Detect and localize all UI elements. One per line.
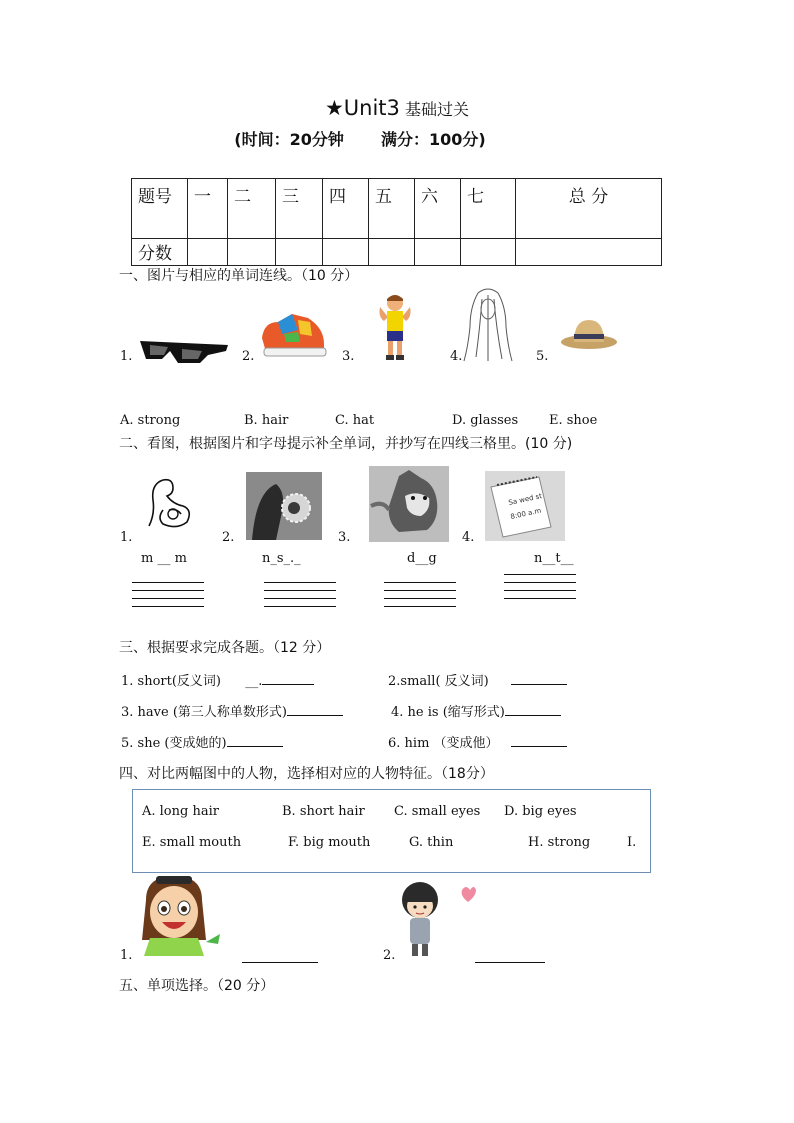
s2-hint-3: d__g <box>407 551 437 566</box>
options-box <box>132 789 651 873</box>
nose-icon <box>246 472 322 540</box>
cell-q2: 二 <box>228 179 276 239</box>
s1-option-d: D. glasses <box>452 413 519 428</box>
s4-option-e: E. small mouth <box>142 835 242 850</box>
four-lines-3[interactable] <box>384 582 456 614</box>
s2-number-3: 3. <box>338 530 351 545</box>
answer-blank-6[interactable] <box>511 733 567 747</box>
s3-item-1-prefix: __. <box>245 674 263 689</box>
shoe-icon <box>258 308 328 360</box>
s2-hint-2: n_s_._ <box>262 551 301 566</box>
four-lines-2[interactable] <box>264 582 336 614</box>
cell-score-label: 分数 <box>132 239 188 266</box>
score-input-total[interactable] <box>516 239 662 266</box>
boy-icon <box>396 880 476 960</box>
s4-option-a: A. long hair <box>142 804 219 819</box>
s4-option-g: G. thin <box>409 835 454 850</box>
score-input-6[interactable] <box>415 239 461 266</box>
score-label: 满分：100分) <box>381 130 486 149</box>
s3-item-5 <box>121 732 283 751</box>
s3-item-3 <box>121 701 343 720</box>
section1-heading: 一、图片与相应的单词连线。（10 分） <box>119 268 359 284</box>
s1-number-1: 1. <box>120 349 133 364</box>
s2-hint-4: n__t__ <box>534 551 574 566</box>
answer-blank-3[interactable] <box>287 702 343 716</box>
s2-number-2: 2. <box>222 530 235 545</box>
s4-option-f: F. big mouth <box>288 835 371 850</box>
score-input-4[interactable] <box>323 239 369 266</box>
title-main: ★Unit3 <box>324 96 400 120</box>
s3-item-6 <box>388 732 567 751</box>
glasses-icon <box>138 333 230 367</box>
s1-number-5: 5. <box>536 349 549 364</box>
long-hair-icon <box>462 287 514 363</box>
four-lines-4[interactable] <box>504 574 576 606</box>
s4-option-b: B. short hair <box>282 804 365 819</box>
s1-option-c: C. hat <box>335 413 375 428</box>
s4-option-h: H. strong <box>528 835 591 850</box>
score-input-1[interactable] <box>188 239 228 266</box>
s1-option-e: E. shoe <box>549 413 598 428</box>
cell-question-number: 题号 <box>132 179 188 239</box>
section2-heading: 二、看图，根据图片和字母提示补全单词，并抄写在四线三格里。(10 分) <box>119 436 573 452</box>
cell-q1: 一 <box>188 179 228 239</box>
s1-option-a: A. strong <box>120 413 181 428</box>
answer-blank-2[interactable] <box>511 671 567 685</box>
strong-man-icon <box>378 291 412 363</box>
note-icon <box>485 471 565 541</box>
mother-baby-icon <box>143 474 199 534</box>
answer-blank-5[interactable] <box>227 733 283 747</box>
s3-item-4 <box>391 701 561 720</box>
answer-blank-s4-1[interactable] <box>242 949 318 963</box>
dog-icon <box>369 466 449 542</box>
s4-number-2: 2. <box>383 948 396 963</box>
four-lines-1[interactable] <box>132 582 204 614</box>
score-input-3[interactable] <box>276 239 323 266</box>
score-input-2[interactable] <box>228 239 276 266</box>
score-input-5[interactable] <box>369 239 415 266</box>
exam-info <box>0 127 720 150</box>
title-sub: 基础过关 <box>405 100 470 119</box>
s1-number-2: 2. <box>242 349 255 364</box>
s3-item-6-label: 6. him （变成他） <box>388 736 499 751</box>
answer-blank-1[interactable] <box>262 671 314 685</box>
time-label: (时间：20分钟 <box>234 130 344 149</box>
s4-option-i: I. <box>627 835 637 850</box>
section4-heading: 四、对比两幅图中的人物，选择相对应的人物特征。（18分） <box>119 766 494 782</box>
cell-q4: 四 <box>323 179 369 239</box>
s3-item-2-label: 2.small( 反义词) <box>388 674 489 689</box>
s4-option-c: C. small eyes <box>394 804 481 819</box>
s3-item-4-label: 4. he is (缩写形式) <box>391 705 505 720</box>
cell-total: 总 分 <box>516 179 662 239</box>
s3-item-1 <box>121 670 314 689</box>
answer-blank-4[interactable] <box>505 702 561 716</box>
s2-hint-1: m __ m <box>141 551 187 566</box>
s3-item-1-label: 1. short(反义词) <box>121 674 221 689</box>
score-table <box>131 178 662 266</box>
svg-text:8:00 a.m: 8:00 a.m <box>509 506 543 521</box>
s3-item-2 <box>388 670 567 689</box>
s2-number-1: 1. <box>120 530 133 545</box>
cell-q5: 五 <box>369 179 415 239</box>
cell-q3: 三 <box>276 179 323 239</box>
girl-icon <box>126 870 224 956</box>
s1-option-b: B. hair <box>244 413 289 428</box>
score-input-7[interactable] <box>461 239 516 266</box>
section5-heading: 五、单项选择。（20 分） <box>119 978 275 994</box>
page-title <box>0 96 794 120</box>
cell-q7: 七 <box>461 179 516 239</box>
s2-number-4: 4. <box>462 530 475 545</box>
section3-heading: 三、根据要求完成各题。（12 分） <box>119 640 331 656</box>
cell-q6: 六 <box>415 179 461 239</box>
svg-text:Sa wed st: Sa wed st <box>507 492 543 507</box>
answer-blank-s4-2[interactable] <box>475 949 545 963</box>
s3-item-3-label: 3. have (第三人称单数形式) <box>121 705 287 720</box>
s4-number-1: 1. <box>120 948 133 963</box>
s1-number-3: 3. <box>342 349 355 364</box>
s3-item-5-label: 5. she (变成她的) <box>121 736 227 751</box>
hat-icon <box>560 316 618 350</box>
s4-option-d: D. big eyes <box>504 804 577 819</box>
s1-number-4: 4. <box>450 349 463 364</box>
